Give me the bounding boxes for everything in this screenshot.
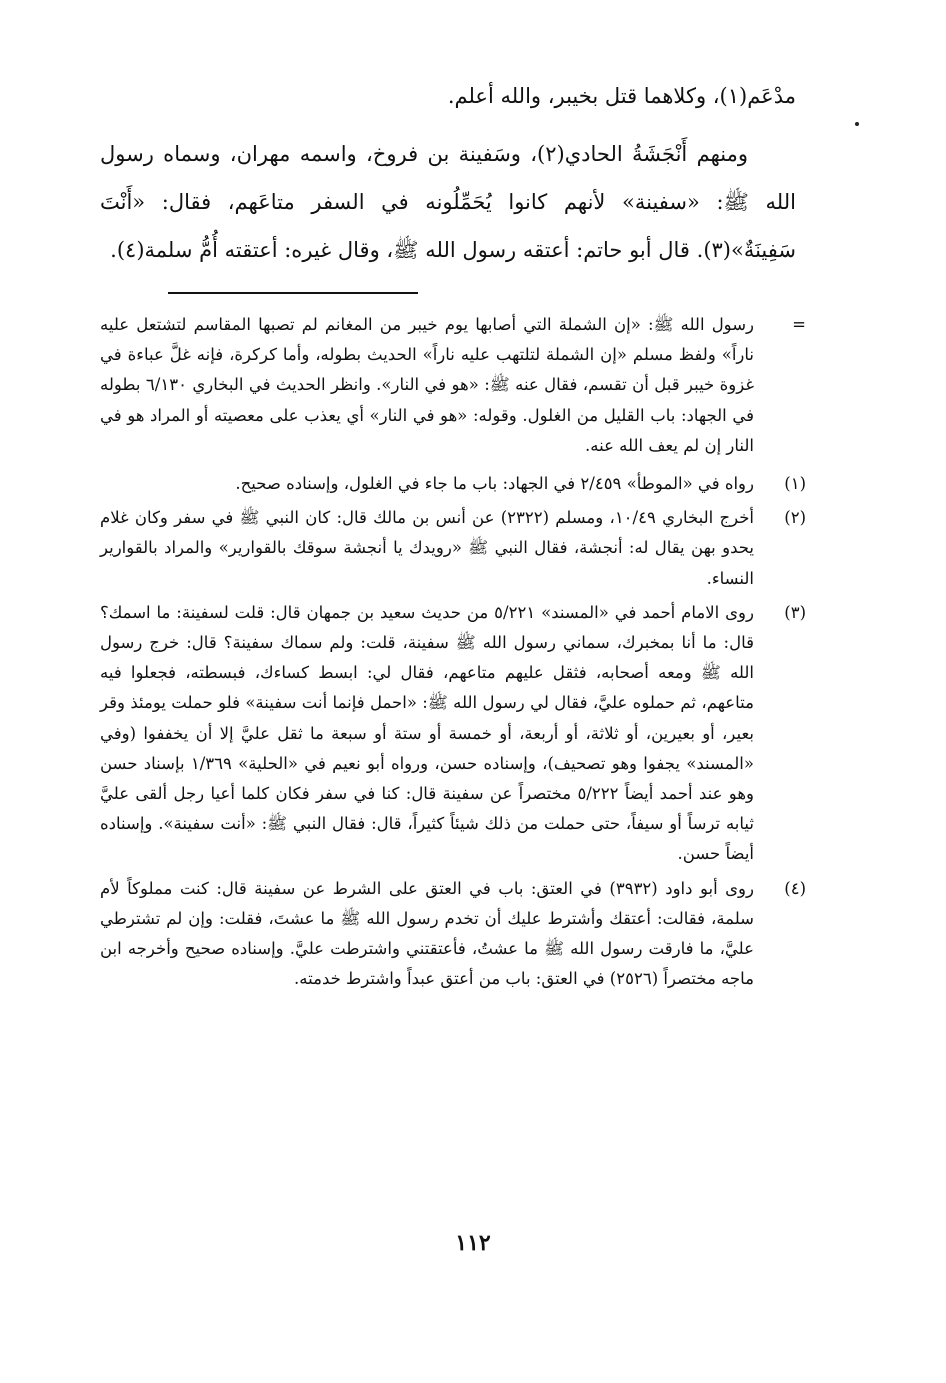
footnote-3: [100, 598, 806, 870]
footnote-1: [100, 469, 806, 499]
footnote-text: رواه في «الموطأ» ٢/٤٥٩ في الجهاد: باب ما جاء في الغلول، وإسناده صحيح.: [235, 474, 754, 494]
footnote-text: روى الامام أحمد في «المسند» ٥/٢٢١ من حديث سعيد بن جمهان قال: قلت لسفينة: ما اسمك؟ قال: ما أنا بمخبرك، سماني رسول الله ﷺ سفينة، قلت: ولم سماك سفينة؟ قال: خرج رسول الله ﷺ ومعه أصحابه، فثقل عليهم متاعهم، فقال لي: ابسط كساءك، فبسطته، فجعلوا فيه متاعهم، ثم حملوه عليَّ، فقال لي رسول الله ﷺ: «احمل فإنما أنت سفينة» فلو حملت يومئذ وقر بعير، أو بعيرين، أو ثلاثة، أو أربعة، أو خمسة أو ستة أو سبعة ما ثقل عليَّ إلا أن يخففوا (وفي «المسند» يجفوا وهو تصحيف)، وإسناده حسن، ورواه أبو نعيم في «الحلية» ١/٣٦٩ بإسناد حسن وهو عند أحمد أيضاً ٥/٢٢٢ مختصراً عن سفينة قال: كنا في سفر فكان كلما أعيا رجل ألقى عليَّ ثيابه ترساً أو سيفاً، حتى حملت من ذلك شيئاً كثيراً، قال: فقال النبي ﷺ: «أنت سفينة». وإسناده أيضاً حسن.: [100, 602, 754, 864]
main-paragraph-2: ومنهم أَنْجَشَةُ الحادي(٢)، وسَفينة بن فروخ، واسمه مهران، وسماه رسول الله ﷺ: «سفينة» لأنهم كانوا يُحَمِّلُونه في السفر متاعَهم، فقال: «أَنْتَ سَفِينَةٌ»(٣). قال أبو حاتم: أعتقه رسول الله ﷺ، وقال غيره: أعتقته أُمُّ سلمة(٤).: [100, 142, 796, 262]
footnote-separator: [168, 292, 418, 294]
footnote-number: (٤): [784, 878, 806, 898]
main-text: [100, 72, 796, 274]
page-number: ١١٢: [455, 1230, 491, 1256]
footnotes: [100, 310, 806, 998]
footnote-2: [100, 503, 806, 594]
footnote-number: (٣): [784, 602, 806, 622]
ink-speck: [855, 122, 859, 126]
footnote-4: [100, 874, 806, 995]
footnote-continuation: [100, 310, 806, 461]
footnote-number: (٢): [784, 508, 806, 528]
footnote-text: روى أبو داود (٣٩٣٢) في العتق: باب في العتق على الشرط عن سفينة قال: كنت مملوكاً لأم سلمة، فقالت: أعتقك وأشترط عليك أن تخدم رسول الله ﷺ ما عشتَ، فقلت: وإن لم تشترطي عليَّ، ما فارقت رسول الله ﷺ ما عشتُ، فأعتقتني واشترطت عليَّ. وإسناده صحيح وأخرجه ابن ماجه مختصراً (٢٥٢٦) في العتق: باب من أعتق عبداً واشترط خدمته.: [100, 878, 754, 989]
continuation-mark: =: [792, 315, 806, 334]
main-line-1: مدْعَم(١)، وكلاهما قتل بخيبر، والله أعلم.: [447, 84, 796, 108]
continuation-text: رسول الله ﷺ: «إن الشملة التي أصابها يوم خيبر من المغانم لم تصبها المقاسم لتشتعل عليه ناراً» ولفظ مسلم «إن الشملة لتلتهب عليه ناراً» الحديث بطوله، وأما كركرة، فإنه غلَّ عباءة في غزوة خيبر قبل أن تقسم، فقال عنه ﷺ: «هو في النار». وانظر الحديث في البخاري ٦/١٣٠ بطوله في الجهاد: باب القليل من الغلول. وقوله: «هو في النار» أي يعذب على معصيته أو المراد هو في النار إن لم يعف الله عنه.: [100, 315, 754, 455]
footnote-text: أخرج البخاري ١٠/٤٩، ومسلم (٢٣٢٢) عن أنس بن مالك قال: كان النبي ﷺ في سفر وكان غلام يحدو بهن يقال له: أنجشة، فقال النبي ﷺ «رويدك يا أنجشة سوقك بالقوارير» والمراد بالقوارير النساء.: [100, 508, 754, 588]
footnote-number: (١): [784, 474, 806, 494]
